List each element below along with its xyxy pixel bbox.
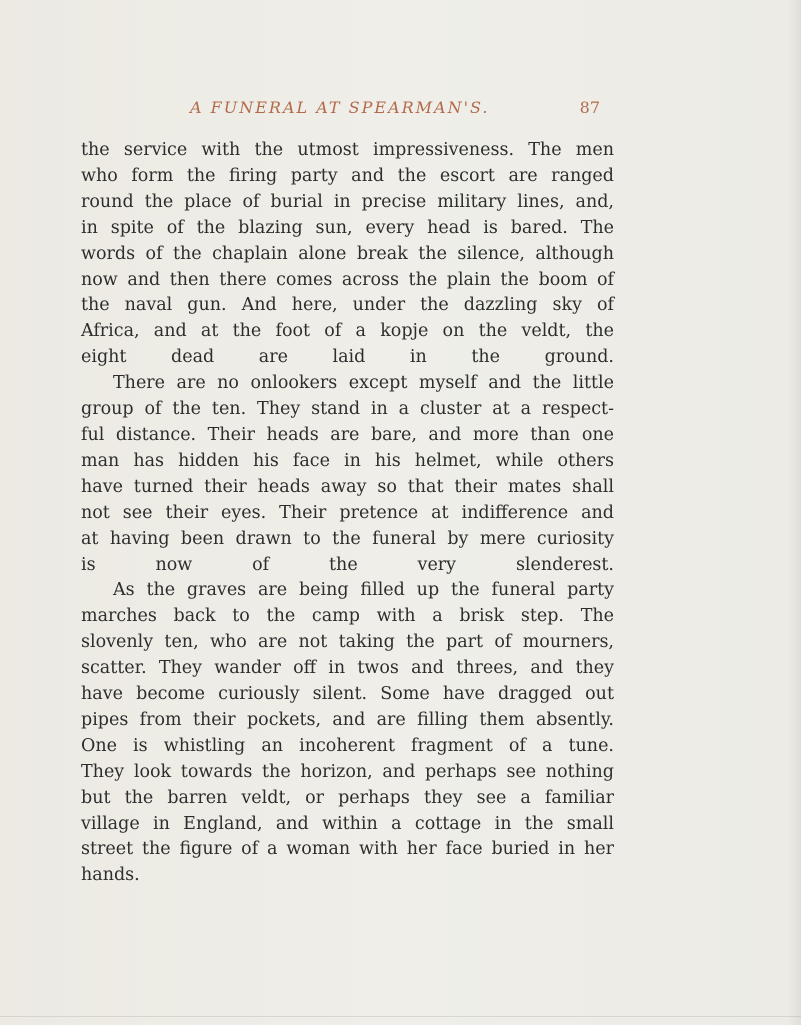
text-line: There are no onlookers except myself and the little: [113, 373, 614, 394]
text-line: round the place of burial in precise military lines, and,: [81, 191, 614, 212]
paragraph-1: [81, 138, 614, 371]
text-line: ful distance. Their heads are bare, and more than one: [81, 424, 614, 445]
text-line: is now of the very slenderest.: [81, 554, 614, 575]
text-line: now and then there comes across the plain the boom of: [81, 269, 614, 290]
page-edge-shadow: [787, 0, 801, 1025]
page-bottom-edge: [0, 1016, 801, 1017]
page-number: 87: [579, 98, 600, 117]
text-line: As the graves are being filled up the funeral party: [113, 580, 614, 601]
text-line: not see their eyes. Their pretence at indifference and: [81, 502, 614, 523]
paragraph-3: [81, 578, 614, 889]
text-line: slovenly ten, who are not taking the part of mourners,: [81, 632, 614, 653]
text-line: the naval gun. And here, under the dazzling sky of: [81, 295, 614, 316]
text-line: who form the firing party and the escort are ranged: [81, 165, 614, 186]
text-line: words of the chaplain alone break the silence, although: [81, 243, 614, 264]
text-line: man has hidden his face in his helmet, while others: [81, 450, 614, 471]
text-line: have become curiously silent. Some have dragged out: [81, 684, 614, 705]
text-line: have turned their heads away so that their mates shall: [81, 476, 614, 497]
text-line: the service with the utmost impressiveness. The men: [81, 140, 614, 160]
text-line: hands.: [81, 865, 140, 886]
text-line: They look towards the horizon, and perhaps see nothing: [81, 761, 614, 782]
text-line: Africa, and at the foot of a kopje on the veldt, the: [81, 321, 614, 342]
text-line: in spite of the blazing sun, every head is bared. The: [81, 217, 614, 238]
text-line: group of the ten. They stand in a cluster at a respect-: [81, 399, 614, 420]
paragraph-2: [81, 371, 614, 578]
text-line: eight dead are laid in the ground.: [81, 347, 614, 368]
body-text: [81, 138, 614, 889]
running-head: [80, 98, 600, 128]
text-line: at having been drawn to the funeral by mere curiosity: [81, 528, 614, 549]
text-line: scatter. They wander off in twos and threes, and they: [81, 658, 614, 679]
text-line: street the figure of a woman with her face buried in her: [81, 839, 614, 860]
text-line: marches back to the camp with a brisk step. The: [81, 606, 614, 627]
text-line: village in England, and within a cottage in the small: [81, 813, 614, 834]
running-head-title: A FUNERAL AT SPEARMAN'S.: [190, 98, 490, 117]
text-line: but the barren veldt, or perhaps they see a familiar: [81, 787, 614, 808]
text-line: One is whistling an incoherent fragment of a tune.: [81, 735, 614, 756]
text-line: pipes from their pockets, and are filling them absently.: [81, 709, 614, 730]
